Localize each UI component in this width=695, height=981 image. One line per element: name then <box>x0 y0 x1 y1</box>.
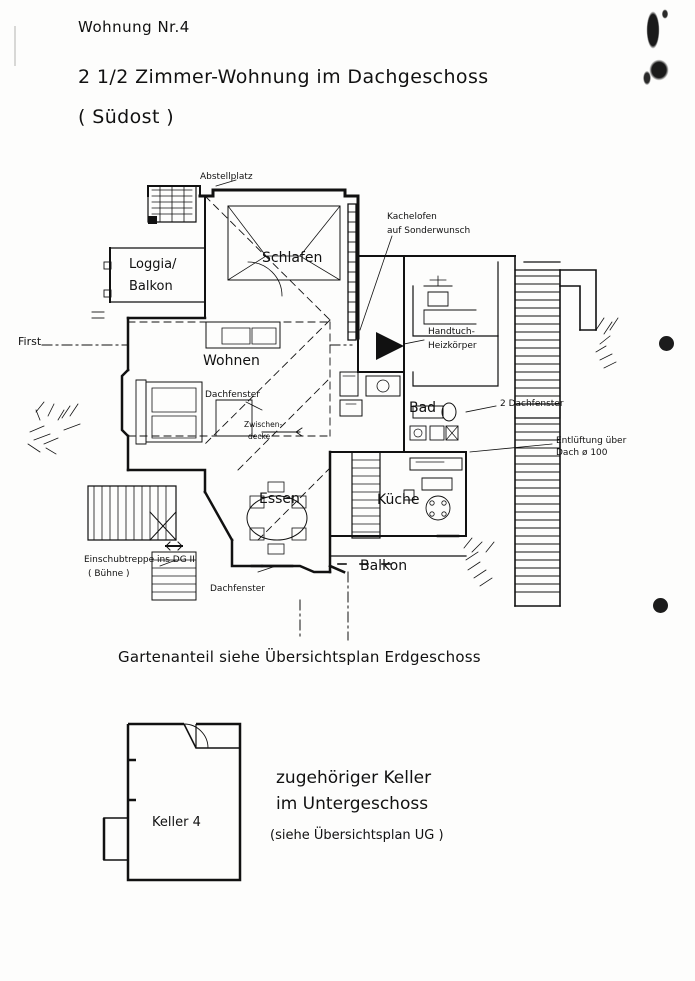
room-label-essen: Essen <box>259 491 300 507</box>
annotation-dachfenster-wohnen: Dachfenster <box>205 390 260 400</box>
annotation-entlueftung-line2: Dach ø 100 <box>556 448 608 458</box>
annotation-zwischendecke-line2: decke <box>248 432 271 441</box>
annotation-einschubtreppe-line2: ( Bühne ) <box>88 569 130 579</box>
room-label-schlafen: Schlafen <box>262 250 323 266</box>
annotation-zwei-dachfenster: 2 Dachfenster <box>500 399 564 409</box>
room-label-abstellplatz: Abstellplatz <box>200 172 253 182</box>
annotation-first: First <box>18 335 42 348</box>
annotation-handtuch-line1: Handtuch- <box>428 327 475 337</box>
annotation-kachelofen-line2: auf Sonderwunsch <box>387 226 471 236</box>
room-label-keller: Keller 4 <box>152 815 201 830</box>
annotation-kachelofen-line1: Kachelofen <box>387 212 437 222</box>
room-label-balkon-unten: Balkon <box>360 558 408 574</box>
cellar-heading-line2: im Untergeschoss <box>276 794 429 814</box>
apartment-number: Wohnung Nr.4 <box>78 18 190 36</box>
room-label-wohnen: Wohnen <box>203 353 260 369</box>
annotation-einschubtreppe-line1: Einschubtreppe ins DG II <box>84 555 195 565</box>
cellar-subnote: (siehe Übersichtsplan UG ) <box>270 828 444 843</box>
room-label-balkon-oben: Balkon <box>129 279 173 294</box>
annotation-dachfenster-unten: Dachfenster <box>210 584 265 594</box>
annotation-handtuch-line2: Heizkörper <box>428 341 477 351</box>
cellar-heading-line1: zugehöriger Keller <box>276 768 432 788</box>
page-title-line1: 2 1/2 Zimmer-Wohnung im Dachgeschoss <box>78 66 489 88</box>
annotation-zwischendecke-line1: Zwischen- <box>244 420 283 429</box>
annotation-entlueftung-line1: Entlüftung über <box>556 436 627 446</box>
room-label-loggia: Loggia/ <box>129 257 177 272</box>
garden-note: Gartenanteil siehe Übersichtsplan Erdgeschoss <box>118 648 481 666</box>
room-label-bad: Bad <box>409 400 437 416</box>
page-title-line2: ( Südost ) <box>78 106 175 128</box>
room-label-kueche: Küche <box>377 492 420 508</box>
